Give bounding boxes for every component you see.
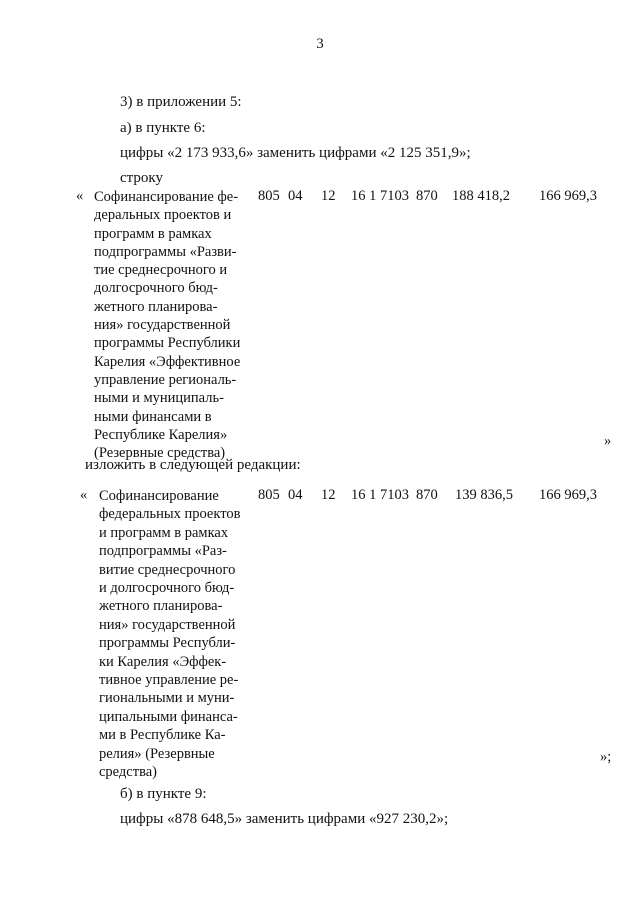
cell-vr: 870 [416,487,438,503]
row-description: Софинансирование федеральных проектов и программ в рамках подпрограммы «Раз- витие среднесрочного и долгосрочного бюд- жетного планирова- ния» государственной программы Республи- ки Карелия «Эффек- тивное управление ре- гиональными и муни- ципальными финанса- ми в Республике Ка- релия» (Резервные средства) [99,488,241,781]
cell-csr: 16 1 7103 [351,487,409,503]
close-quote: » [604,433,612,449]
subitem-b-heading: б) в пункте 9: [120,786,207,802]
replace-figures-line-2: цифры «878 648,5» заменить цифрами «927 230,2»; [120,811,449,827]
cell-rz: 04 [288,188,303,204]
table-row-new [0,487,640,781]
cell-pr: 12 [321,188,336,204]
open-quote: « [76,188,84,204]
cell-sum-2: 166 969,3 [539,487,597,503]
cell-sum-1: 188 418,2 [452,188,510,204]
cell-grbs: 805 [258,188,280,204]
cell-csr: 16 1 7103 [351,188,409,204]
cell-grbs: 805 [258,487,280,503]
table-row-old [0,188,640,462]
page-number: 3 [316,36,324,52]
cell-pr: 12 [321,487,336,503]
item-3-heading: 3) в приложении 5: [120,94,242,110]
cell-rz: 04 [288,487,303,503]
replace-instruction: изложить в следующей редакции: [85,457,301,473]
cell-vr: 870 [416,188,438,204]
row-description: Софинансирование фе- деральных проектов и программ в рамках подпрограммы «Разви- тие среднесрочного и долгосрочного бюд- жетного планирова- ния» государственной программы Республики Карелия «Эффективное управление региональ- ными и муниципаль- ными финансами в Республике Карелия» (Резервные средства) [94,189,241,462]
close-quote: »; [600,749,612,765]
subitem-a-heading: а) в пункте 6: [120,120,206,136]
replace-figures-line-1: цифры «2 173 933,6» заменить цифрами «2 125 351,9»; [120,145,471,161]
cell-sum-2: 166 969,3 [539,188,597,204]
open-quote: « [80,487,88,503]
stroku-label: строку [120,170,163,186]
cell-sum-1: 139 836,5 [455,487,513,503]
